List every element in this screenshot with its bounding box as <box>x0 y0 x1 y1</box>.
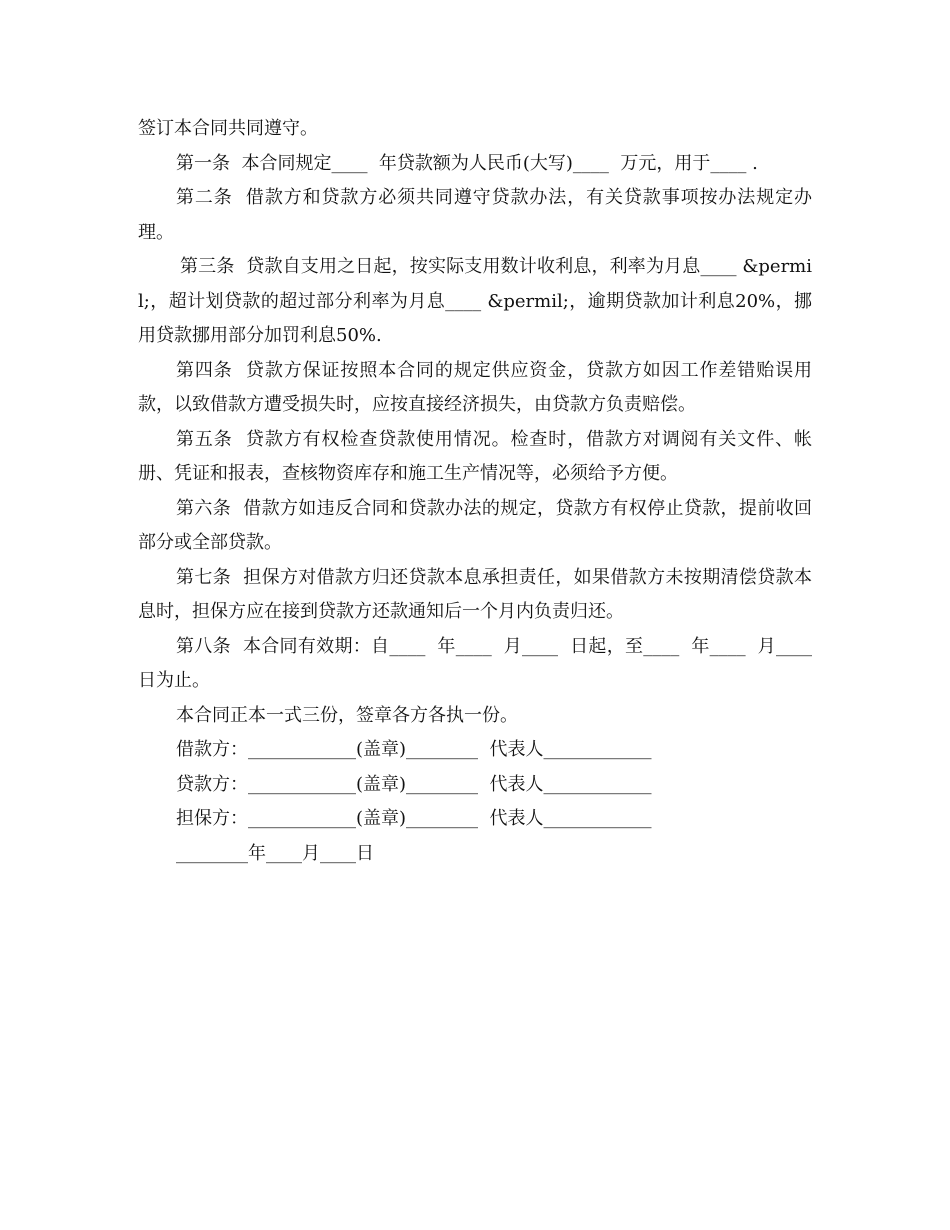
signature-guarantor: 担保方：____________(盖章)________ 代表人____________ <box>176 808 652 829</box>
signature-lender: 贷款方：____________(盖章)________ 代表人____________ <box>176 773 652 795</box>
copies-note: 本合同正本一式三份，签章各方各执一份。 <box>176 704 518 726</box>
contract-body <box>138 112 812 871</box>
article-1: 第一条 本合同规定____ 年贷款额为人民币(大写)____ 万元，用于____ . <box>176 152 758 174</box>
signature-borrower: 借款方：____________(盖章)________ 代表人____________ <box>176 739 652 760</box>
article-6: 第六条 借款方如违反合同和贷款办法的规定，贷款方有权停止贷款，提前收回部分或全部贷款。 <box>138 497 812 553</box>
article-8: 第八条 本合同有效期：自____ 年____ 月____ 日起，至____ 年____ 月____日为止。 <box>138 635 812 691</box>
article-4: 第四条 贷款方保证按照本合同的规定供应资金，贷款方如因工作差错贻误用款，以致借款方遭受损失时，应按直接经济损失，由贷款方负责赔偿。 <box>138 359 812 415</box>
article-5: 第五条 贷款方有权检查贷款使用情况。检查时，借款方对调阅有关文件、帐册、凭证和报表，查核物资库存和施工生产情况等，必须给予方便。 <box>138 428 812 484</box>
date-line: ________年____月____日 <box>176 842 374 864</box>
opening-line: 签订本合同共同遵守。 <box>138 118 318 139</box>
article-7: 第七条 担保方对借款方归还贷款本息承担责任，如果借款方未按期清偿贷款本息时，担保方应在接到贷款方还款通知后一个月内负责归还。 <box>138 566 812 622</box>
article-3: 第三条 贷款自支用之日起，按实际支用数计收利息，利率为月息____ &permil;，超计划贷款的超过部分利率为月息____ &permil;，逾期贷款加计利息20%，挪用贷款挪用部分加罚利息50%. <box>138 256 812 346</box>
article-2: 第二条 借款方和贷款方必须共同遵守贷款办法，有关贷款事项按办法规定办理。 <box>138 187 812 243</box>
